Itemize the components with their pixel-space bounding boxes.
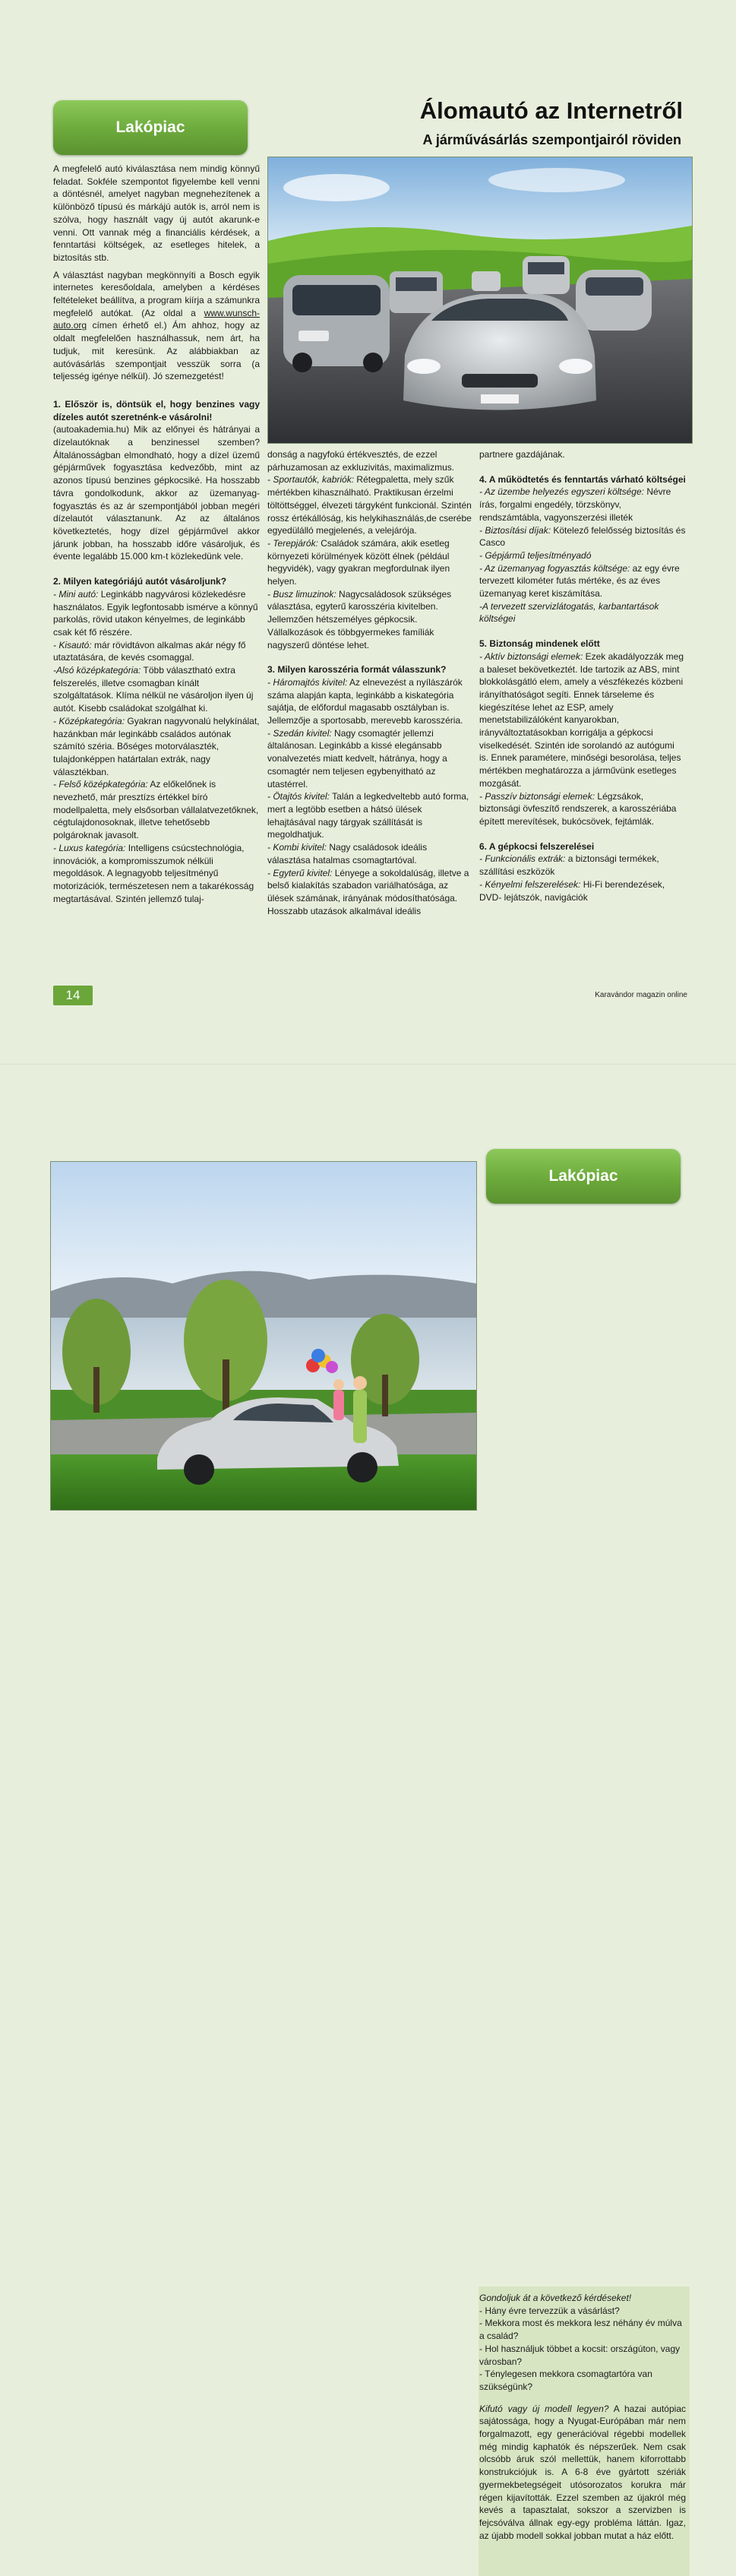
item-label: - Kombi kivitel:: [267, 842, 327, 853]
family-car-photo: [50, 1161, 477, 1511]
item-label: - Sportautók, kabriók:: [267, 474, 355, 486]
kifuto-label: Kifutó vagy új modell legyen?: [479, 2403, 609, 2414]
section-2: [53, 575, 260, 905]
wunsch-auto-link[interactable]: www.wunsch-auto.org: [53, 307, 260, 331]
item-label: - Kényelmi felszerelések:: [479, 878, 581, 890]
item-text: Az előkelőnek is nevezhető, már presztízs értékkel bíró modellpaletta, mely elsősorban vállalatvezetőknek, cégtulajdonosoknak, illetve tehetősebb polgároknak javasolt.: [53, 779, 259, 841]
item-text: Az elnevezést a nyílászárók száma alapján kapta, leginkább a kiskategória sajátja, de előfordul magasabb osztályban is. Jellemzője a sportosabb, merevebb karosszéria.: [267, 676, 463, 726]
section-4-heading: 4. A működtetés és fenntartás várható költségei: [479, 473, 686, 485]
page-number: 14: [53, 986, 93, 1005]
article-column-2: [267, 448, 472, 917]
item-text: Több választható extra felszerelés, illetve csomagban kínált szolgáltatások. Klíma nélkül ne vásároljon ilyen új autót. Kisebb családokat szolgálhat ki.: [53, 665, 254, 714]
item-text: Lényege a sokoldalúság, illetve a belső kialakítás szabadon variálhatósága, az ülések számának, irányának módosíthatósága. Hosszabb utazások alkalmával ideális: [267, 867, 469, 916]
item-text: az egy évre tervezett kilométer futás mértéke, és az éves üzemanyag keret kiszámítása.: [479, 562, 680, 600]
item-text: Nagy csomagtér jellemzi általánosan. Leginkább a kissé elegánsabb vonalvezetés miatt kedvelt, hátránya, hogy a csomagtér nem teljesen egybenyitható az utastérrel.: [267, 727, 447, 790]
list-item: - Hol használjuk többet a kocsit: országúton, vagy városban?: [479, 2343, 681, 2367]
list-item: [267, 841, 472, 866]
list-item: [267, 867, 472, 918]
item-text: Leginkább nagyvárosi közlekedésre használatos. Egyik legfontosabb ismérve a könnyű parkolás, rövid utakon kényelmes, de leginkább csak két fő részére.: [53, 588, 258, 638]
item-label: - Aktív biztonsági elemek:: [479, 650, 583, 662]
item-text: Intelligens csúcstechnológia, innovációk, a kompromisszumok nélküli megoldások. A legnagyobb teljesítményű motorizációk, természetesen nem a takarékosság megtartásával. Szintén jellemző tulaj-: [53, 842, 254, 904]
hero-cars-photo: [267, 157, 693, 444]
questions-title: Gondoljuk át a következő kérdéseket!: [479, 2293, 632, 2303]
section-1: [53, 398, 260, 563]
list-item: [267, 727, 472, 791]
article-column-3: [479, 448, 686, 903]
item-text: Nagy családosok ideális választása hatalmas csomagtartóval.: [267, 842, 428, 866]
item-label: - Luxus kategória:: [53, 842, 126, 853]
item-label: - Ötajtós kivitel:: [267, 791, 330, 802]
list-item: [479, 549, 686, 562]
item-label: - Egyterű kivitel:: [267, 867, 333, 878]
item-label: - Az üzembe helyezés egyszeri költsége:: [479, 486, 644, 498]
sidebar-text: [479, 2292, 686, 2542]
list-item: [267, 537, 472, 588]
list-item: [479, 524, 686, 549]
kifuto-text: A hazai autópiac sajátossága, hogy a Nyugat-Európában már nem forgalmazott, egy generációval régebbi modellek még mindig kaphatók és népszerűek. Nem csak olcsóbb áruk szól mellettük, hanem kiforrottabb konstrukciójuk is. A 6-8 éve gyártott szériák gyermekbetegségeit utósorozatos korukra már régen kijavították. Ezzel szemben az újakról még kevés a tapasztalat, sokszor a szervizben is fejcsóválva állnak egy-egy probléma láttán. Igaz, az újabb modell sokkal jobban mutat a ház előtt.: [479, 2403, 686, 2541]
list-item: [479, 878, 686, 903]
article-column-1: [53, 163, 260, 905]
article-subtitle: A járművásárlás szempontjairól röviden: [422, 132, 681, 147]
intro-paragraph-1: A megfelelő autó kiválasztása nem mindig könnyű feladat. Sokféle szempontot figyelembe kell venni a döntésnél, amelyet nagyban megnehezítenek a különböző típusú és márkájú autók is, arról nem is szólva, hogy használt vagy új autót akarunk-e venni. Ott vannak még a financiális kérdések, a fenntartási költségek, az esetleges hitelek, a biztosítás stb.: [53, 163, 260, 263]
item-label: - Funkcionális extrák:: [479, 853, 566, 865]
continued-text: donság a nagyfokú értékvesztés, de ezzel párhuzamosan az exkluzivitás, maximalizmus.: [267, 449, 455, 473]
list-item: [267, 473, 472, 537]
item-label: -A tervezett szervizlátogatás, karbantartások költségei: [479, 600, 659, 625]
cars-illustration: [268, 157, 692, 443]
item-label: - Biztosítási díjak:: [479, 524, 551, 536]
family-car-illustration: [51, 1162, 476, 1510]
list-item: [267, 588, 472, 652]
intro-text-b: címen érhető el.) Ám ahhoz, hogy az oldalt megfelelően használhassuk, nem árt, ha tudjuk, mit keresünk. Az alábbiakban az autóvásárlás szempontjait vesszük sorra (a teljesség igénye nélkül). Jó szemezgetést!: [53, 320, 260, 382]
item-text: Légzsákok, biztonsági övfeszítő rendszerek, a karosszériába épített merevítések, bukócsövek, fejtámlák.: [479, 790, 677, 827]
list-item: [53, 778, 260, 842]
list-item: [53, 842, 260, 906]
list-item: [53, 715, 260, 779]
item-label: - Középkategória:: [53, 715, 125, 726]
item-label: - Mini autó:: [53, 588, 99, 600]
item-label: - Kisautó:: [53, 639, 92, 650]
list-item: [479, 650, 686, 790]
section-tab: [53, 100, 248, 155]
item-text: Családok számára, akik esetleg környezeti körülmények között élnek (például hegyvidék), vagy gyakran megfordulnak ilyen helyen.: [267, 537, 450, 587]
item-label: - Háromajtós kivitel:: [267, 676, 348, 688]
item-text: már rövidtávon alkalmas akár négy fő utaztatására, de kevés csomaggal.: [53, 639, 246, 663]
intro-paragraph-2: [53, 269, 260, 383]
item-text: a biztonsági termékek, szállítási eszközök: [479, 853, 659, 878]
list-item: [479, 486, 686, 524]
section-3-heading: 3. Milyen karosszéria formát válasszunk?: [267, 664, 447, 676]
list-item: - Hány évre tervezzük a vásárlást?: [479, 2305, 620, 2316]
section-tab-label: Lakópiac: [548, 1167, 618, 1185]
footer-text: Karavándor magazin online: [595, 991, 687, 999]
section-1-text: (autoakademia.hu) Mik az előnyei és hátrányai a dízelautóknak a benzinessel szemben? Általánosságban elmondható, hogy a dízel üzemű gépjárművek fogyasztása kedvezőbb, mint az azonos típusú benzines gépkocsiké. Ha hosszabb távra gondolkodunk, akkor az üzemanyag-fogyasztás és az ár szempontjából jobban megéri dízelautót választanunk. Az az általános következtetés, hogy dízel gépjárművel akkor járunk jobban, ha hosszabb időre vásároljuk, és évente legalább 15.000 km-t közlekedünk vele.: [53, 424, 260, 562]
section-5-heading: 5. Biztonság mindenek előtt: [479, 638, 600, 650]
item-text: Rétegpaletta, mely szűk mértékben kihasználható. Praktikusan érzelmi töltöttséggel, élvezeti tárgyként funkcionál. Szintén rossz értékállóság, kis helykihasználás,de cserébe egyedülálló megjelenés, a velejárója.: [267, 474, 472, 536]
item-label: - Felső középkategória:: [53, 779, 148, 790]
item-label: - Busz limuzinok:: [267, 588, 336, 600]
item-text: Talán a legkedveltebb autó forma, mert a legtöbb esetben a hátsó ülések lehajtásával nagy tárgyak szállítását is megoldhatjuk.: [267, 791, 469, 840]
continued-text: partnere gazdájának.: [479, 449, 565, 460]
intro-text-a: A választást nagyban megkönnyíti a Bosch egyik internetes keresőoldala, amelyben a kérdéses feltételeket beállítva, a program kiírja a számunkra megfelelő autókat. (Az oldal a: [53, 269, 260, 318]
item-label: - Az üzemanyag fogyasztás költsége:: [479, 562, 630, 574]
item-text: Hi-Fi berendezések, DVD- lejátszók, navigációk: [479, 878, 665, 903]
item-label: - Gépjármű teljesítményadó: [479, 549, 592, 561]
item-text: Nagycsaládosok szükséges választása, egyterű karosszéria kivitelben. Jellemzően hétszemélyes gépkocsik. Vállalkozások és többgyermekes famíliák nagyszerű döntése lehet.: [267, 588, 452, 650]
list-item: [479, 562, 686, 600]
section-tab: [486, 1149, 681, 1204]
list-item: [53, 664, 260, 715]
list-item: [267, 676, 472, 727]
list-item: - Mekkora most és mekkora lesz néhány év múlva a család?: [479, 2318, 682, 2342]
item-text: Ezek akadályozzák meg a baleset bekövetkeztét. Ide tartozik az ABS, mint blokkolásgátló elem, amely a vészfékezés közbeni irányíthatóságot segíti. Ennek társeleme és kiegészítése lehet az ESP, amely menetstabilizálóként kanyarokban, irányváltoztatásokban korrigálja a gépkocsi viselkedését. Szintén ide sorolandó az autógumi is. Ennek paramétere, minőségi besorolása, teljes mértékben meghatározza a járművünk esetleges mozgását.: [479, 650, 684, 789]
section-tab-label: Lakópiac: [115, 119, 185, 136]
list-item: [479, 790, 686, 828]
item-text: Kötelező felelősség biztosítás és Casco: [479, 524, 686, 549]
questions-block: [479, 2292, 686, 2394]
list-item: [479, 600, 686, 625]
list-item: [267, 790, 472, 841]
item-text: Névre írás, forgalmi engedély, törzskönyv, rendszámtábla, vagyonszerzési illeték: [479, 486, 671, 523]
section-1-heading: 1. Először is, döntsük el, hogy benzines vagy dízeles autót szeretnénk-e vásárolni!: [53, 398, 260, 422]
list-item: [479, 853, 686, 878]
section-6-heading: 6. A gépkocsi felszerelései: [479, 840, 595, 852]
kifuto-paragraph: [479, 2403, 686, 2543]
item-text: Gyakran nagyvonalú helykínálat, hazánkban már leginkább családos autónak számító széria. Bőséges motorválaszték, tulajdonképpen határtalan extrák, nagy választékban.: [53, 715, 260, 777]
magazine-page-15: [0, 1064, 736, 2541]
item-label: -Alsó középkategória:: [53, 665, 141, 676]
magazine-page-14: [0, 0, 736, 1060]
list-item: [53, 639, 260, 664]
section-2-heading: 2. Milyen kategóriájú autót vásároljunk?: [53, 576, 227, 587]
list-item: - Ténylegesen mekkora csomagtartóra van szükségünk?: [479, 2369, 652, 2392]
item-label: - Szedán kivitel:: [267, 727, 332, 739]
item-label: - Terepjárók:: [267, 537, 318, 549]
list-item: [53, 588, 260, 639]
item-label: - Passzív biztonsági elemek:: [479, 790, 595, 802]
article-title: Álomautó az Internetről: [419, 97, 683, 124]
